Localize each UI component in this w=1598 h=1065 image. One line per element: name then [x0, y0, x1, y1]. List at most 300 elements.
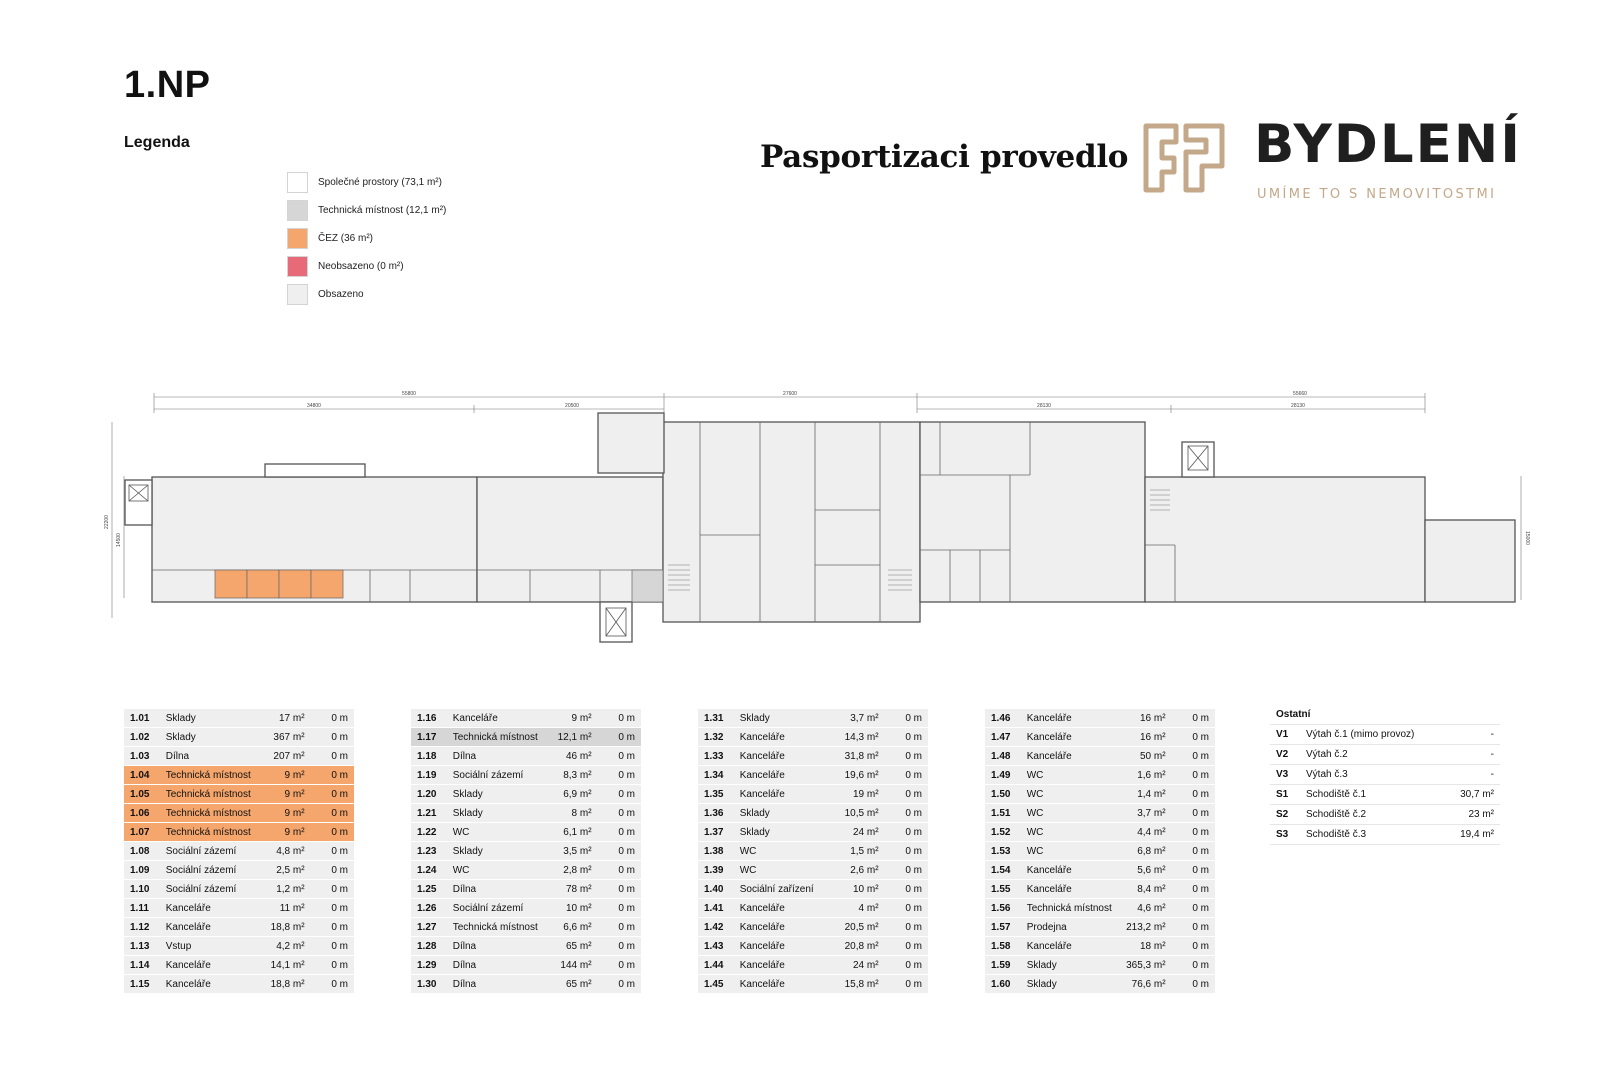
room-occupied: 0 m [879, 956, 928, 975]
room-occupied: 0 m [305, 747, 354, 766]
room-occupied: 0 m [1166, 861, 1215, 880]
room-occupied: 0 m [1166, 880, 1215, 899]
dim-label-6: 28130 [1037, 403, 1051, 409]
table-row [985, 861, 1215, 880]
room-area: 4 m² [835, 899, 879, 918]
table-row [411, 861, 641, 880]
room-name: Sociální zázemí [166, 842, 261, 861]
table-row [698, 975, 928, 994]
room-name: Kanceláře [740, 747, 835, 766]
dim-label-5: 20500 [565, 403, 579, 409]
room-id: 1.10 [124, 880, 166, 899]
room-area: 18,8 m² [261, 975, 305, 994]
room-name: Dílna [453, 975, 548, 994]
room-name: Kanceláře [740, 785, 835, 804]
other-value: - [1448, 725, 1500, 745]
table-row [985, 975, 1215, 994]
room-id: 1.53 [985, 842, 1027, 861]
table-row [411, 880, 641, 899]
table-row [411, 937, 641, 956]
room-occupied: 0 m [879, 918, 928, 937]
floor-plan [0, 380, 1598, 670]
table-row [985, 728, 1215, 747]
room-id: 1.43 [698, 937, 740, 956]
room-name: Kanceláře [166, 975, 261, 994]
table-row [124, 766, 354, 785]
room-occupied: 0 m [592, 747, 641, 766]
room-occupied: 0 m [1166, 842, 1215, 861]
table-row [985, 804, 1215, 823]
room-name: Sociální zázemí [453, 899, 548, 918]
room-id: 1.19 [411, 766, 453, 785]
room-occupied: 0 m [592, 823, 641, 842]
room-name: WC [453, 861, 548, 880]
legend-label: Společné prostory (73,1 m²) [318, 176, 442, 188]
room-area: 20,5 m² [835, 918, 879, 937]
other-id: V3 [1270, 765, 1306, 785]
table-row [124, 785, 354, 804]
room-id: 1.30 [411, 975, 453, 994]
room-name: Sociální zázemí [166, 861, 261, 880]
other-table [1270, 705, 1500, 845]
room-name: WC [453, 823, 548, 842]
table-row [411, 842, 641, 861]
legend-swatch [287, 200, 308, 221]
room-area: 365,3 m² [1122, 956, 1166, 975]
room-occupied: 0 m [1166, 804, 1215, 823]
room-id: 1.07 [124, 823, 166, 842]
room-id: 1.38 [698, 842, 740, 861]
room-area: 5,6 m² [1122, 861, 1166, 880]
room-name: Kanceláře [740, 766, 835, 785]
room-area: 24 m² [835, 956, 879, 975]
room-id: 1.27 [411, 918, 453, 937]
legend-item [287, 283, 364, 305]
dim-label-4: 34800 [307, 403, 321, 409]
room-name: Sklady [453, 804, 548, 823]
room-area: 10,5 m² [835, 804, 879, 823]
room-id: 1.44 [698, 956, 740, 975]
room-occupied: 0 m [305, 823, 354, 842]
brand-logo-icon [1140, 118, 1228, 198]
room-occupied: 0 m [305, 937, 354, 956]
table-row [985, 918, 1215, 937]
room-name: Kanceláře [740, 937, 835, 956]
room-id: 1.24 [411, 861, 453, 880]
room-name: Kanceláře [740, 899, 835, 918]
room-name: Kanceláře [740, 956, 835, 975]
room-name: Kanceláře [1027, 880, 1122, 899]
table-row [985, 899, 1215, 918]
room-occupied: 0 m [879, 861, 928, 880]
room-area: 15,8 m² [835, 975, 879, 994]
room-area: 4,4 m² [1122, 823, 1166, 842]
room-name: Vstup [166, 937, 261, 956]
other-id: V1 [1270, 725, 1306, 745]
other-name: Schodiště č.3 [1306, 825, 1448, 845]
room-name: Kanceláře [1027, 709, 1122, 728]
room-id: 1.52 [985, 823, 1027, 842]
table-row [124, 956, 354, 975]
room-area: 76,6 m² [1122, 975, 1166, 994]
room-name: Dílna [453, 956, 548, 975]
room-name: Technická místnost [1027, 899, 1122, 918]
room-name: Technická místnost [166, 766, 261, 785]
other-name: Výtah č.3 [1306, 765, 1448, 785]
room-area: 2,8 m² [548, 861, 592, 880]
room-area: 9 m² [548, 709, 592, 728]
room-occupied: 0 m [592, 899, 641, 918]
room-occupied: 0 m [1166, 899, 1215, 918]
room-area: 367 m² [261, 728, 305, 747]
room-area: 6,9 m² [548, 785, 592, 804]
room-table-3 [698, 709, 928, 994]
room-id: 1.15 [124, 975, 166, 994]
room-name: Technická místnost [166, 804, 261, 823]
room-id: 1.21 [411, 804, 453, 823]
dim-label-7: 28130 [1291, 403, 1305, 409]
table-row [411, 899, 641, 918]
room-id: 1.32 [698, 728, 740, 747]
legend-item [287, 171, 442, 193]
room-area: 10 m² [548, 899, 592, 918]
room-area: 17 m² [261, 709, 305, 728]
brand-tagline: UMÍME TO S NEMOVITOSTMI [1257, 187, 1497, 202]
dim-label-3: 55660 [1293, 391, 1307, 397]
table-row [698, 861, 928, 880]
room-area: 1,5 m² [835, 842, 879, 861]
room-name: Kanceláře [1027, 937, 1122, 956]
room-id: 1.54 [985, 861, 1027, 880]
room-name: Sociální zázemí [166, 880, 261, 899]
room-area: 2,5 m² [261, 861, 305, 880]
legend-item [287, 199, 446, 221]
room-occupied: 0 m [879, 899, 928, 918]
other-id: S3 [1270, 825, 1306, 845]
legend-label: ČEZ (36 m²) [318, 232, 373, 244]
room-occupied: 0 m [305, 956, 354, 975]
room-name: Sociální zázemí [453, 766, 548, 785]
table-row [124, 842, 354, 861]
room-area: 6,1 m² [548, 823, 592, 842]
room-id: 1.48 [985, 747, 1027, 766]
room-name: Prodejna [1027, 918, 1122, 937]
room-area: 18,8 m² [261, 918, 305, 937]
table-row [1270, 765, 1500, 785]
room-area: 213,2 m² [1122, 918, 1166, 937]
table-row [411, 823, 641, 842]
room-area: 20,8 m² [835, 937, 879, 956]
table-row [124, 747, 354, 766]
table-row [698, 899, 928, 918]
table-row [411, 785, 641, 804]
room-area: 50 m² [1122, 747, 1166, 766]
table-row [411, 804, 641, 823]
room-id: 1.31 [698, 709, 740, 728]
room-name: Dílna [166, 747, 261, 766]
table-row [698, 937, 928, 956]
room-id: 1.59 [985, 956, 1027, 975]
legend-label: Obsazeno [318, 288, 364, 300]
table-row [411, 956, 641, 975]
room-name: Dílna [453, 937, 548, 956]
room-occupied: 0 m [1166, 956, 1215, 975]
room-name: Sklady [740, 709, 835, 728]
legend-swatch [287, 228, 308, 249]
table-row [698, 766, 928, 785]
room-occupied: 0 m [592, 937, 641, 956]
other-value: 30,7 m² [1448, 785, 1500, 805]
room-id: 1.18 [411, 747, 453, 766]
room-area: 4,6 m² [1122, 899, 1166, 918]
table-row [985, 766, 1215, 785]
room-occupied: 0 m [879, 975, 928, 994]
room-occupied: 0 m [1166, 823, 1215, 842]
room-occupied: 0 m [1166, 937, 1215, 956]
room-occupied: 0 m [1166, 747, 1215, 766]
table-row [411, 975, 641, 994]
room-occupied: 0 m [305, 766, 354, 785]
page-title: 1.NP [124, 64, 211, 106]
building-outline [125, 413, 1515, 642]
room-name: Sklady [1027, 956, 1122, 975]
room-area: 207 m² [261, 747, 305, 766]
room-name: Sklady [740, 804, 835, 823]
room-id: 1.57 [985, 918, 1027, 937]
room-area: 3,7 m² [1122, 804, 1166, 823]
legend-swatch [287, 256, 308, 277]
credit-text: Pasportizaci provedlo [760, 139, 1129, 175]
room-area: 46 m² [548, 747, 592, 766]
room-name: Kanceláře [166, 918, 261, 937]
room-occupied: 0 m [592, 918, 641, 937]
table-row [124, 823, 354, 842]
room-area: 11 m² [261, 899, 305, 918]
room-name: WC [740, 842, 835, 861]
dim-label-1: 55800 [402, 391, 416, 397]
room-occupied: 0 m [879, 842, 928, 861]
table-row [1270, 805, 1500, 825]
room-area: 9 m² [261, 823, 305, 842]
room-id: 1.33 [698, 747, 740, 766]
room-name: Sklady [453, 785, 548, 804]
room-id: 1.49 [985, 766, 1027, 785]
room-id: 1.55 [985, 880, 1027, 899]
room-occupied: 0 m [1166, 709, 1215, 728]
room-name: Kanceláře [740, 728, 835, 747]
room-occupied: 0 m [879, 747, 928, 766]
room-name: WC [1027, 785, 1122, 804]
other-value: 23 m² [1448, 805, 1500, 825]
room-area: 4,2 m² [261, 937, 305, 956]
room-id: 1.06 [124, 804, 166, 823]
room-id: 1.56 [985, 899, 1027, 918]
room-area: 1,2 m² [261, 880, 305, 899]
room-occupied: 0 m [592, 766, 641, 785]
room-area: 65 m² [548, 975, 592, 994]
dim-label-8: 22200 [104, 515, 110, 529]
room-occupied: 0 m [305, 804, 354, 823]
table-row [124, 975, 354, 994]
room-occupied: 0 m [879, 804, 928, 823]
table-row [124, 880, 354, 899]
room-id: 1.04 [124, 766, 166, 785]
room-name: WC [740, 861, 835, 880]
room-name: Sklady [740, 823, 835, 842]
room-occupied: 0 m [305, 785, 354, 804]
room-id: 1.58 [985, 937, 1027, 956]
room-occupied: 0 m [592, 785, 641, 804]
table-row [124, 804, 354, 823]
other-id: S2 [1270, 805, 1306, 825]
room-area: 18 m² [1122, 937, 1166, 956]
room-id: 1.45 [698, 975, 740, 994]
room-name: Dílna [453, 880, 548, 899]
room-area: 10 m² [835, 880, 879, 899]
room-occupied: 0 m [592, 709, 641, 728]
room-id: 1.01 [124, 709, 166, 728]
room-area: 19 m² [835, 785, 879, 804]
table-row [698, 956, 928, 975]
table-row [1270, 785, 1500, 805]
other-name: Výtah č.1 (mimo provoz) [1306, 725, 1448, 745]
table-row [124, 937, 354, 956]
room-name: Kanceláře [166, 899, 261, 918]
room-area: 1,6 m² [1122, 766, 1166, 785]
room-id: 1.34 [698, 766, 740, 785]
table-row [698, 842, 928, 861]
table-row [698, 918, 928, 937]
room-id: 1.25 [411, 880, 453, 899]
room-occupied: 0 m [879, 709, 928, 728]
table-row [985, 747, 1215, 766]
table-row [698, 709, 928, 728]
table-row [698, 880, 928, 899]
table-row [124, 899, 354, 918]
room-name: Dílna [453, 747, 548, 766]
room-id: 1.39 [698, 861, 740, 880]
room-id: 1.23 [411, 842, 453, 861]
other-name: Schodiště č.2 [1306, 805, 1448, 825]
room-name: WC [1027, 842, 1122, 861]
room-name: Sklady [453, 842, 548, 861]
room-name: Sociální zařízení [740, 880, 835, 899]
room-id: 1.09 [124, 861, 166, 880]
table-row [124, 861, 354, 880]
room-area: 4,8 m² [261, 842, 305, 861]
room-id: 1.14 [124, 956, 166, 975]
room-occupied: 0 m [592, 842, 641, 861]
room-name: Kanceláře [1027, 861, 1122, 880]
room-name: Kanceláře [740, 975, 835, 994]
room-area: 9 m² [261, 804, 305, 823]
room-name: Sklady [166, 709, 261, 728]
tech-room [632, 570, 663, 602]
room-occupied: 0 m [305, 861, 354, 880]
room-area: 3,7 m² [835, 709, 879, 728]
room-area: 9 m² [261, 766, 305, 785]
room-table-1 [124, 709, 354, 994]
room-name: Technická místnost [166, 823, 261, 842]
table-row [985, 842, 1215, 861]
room-id: 1.40 [698, 880, 740, 899]
room-name: Kanceláře [1027, 728, 1122, 747]
dim-label-2: 27600 [783, 391, 797, 397]
room-occupied: 0 m [305, 918, 354, 937]
table-row [411, 728, 641, 747]
room-occupied: 0 m [1166, 918, 1215, 937]
room-name: WC [1027, 804, 1122, 823]
room-occupied: 0 m [305, 709, 354, 728]
room-id: 1.28 [411, 937, 453, 956]
table-row [124, 709, 354, 728]
room-id: 1.05 [124, 785, 166, 804]
table-row [985, 785, 1215, 804]
room-id: 1.22 [411, 823, 453, 842]
room-name: WC [1027, 766, 1122, 785]
legend-item [287, 227, 373, 249]
legend-swatch [287, 172, 308, 193]
room-area: 144 m² [548, 956, 592, 975]
table-row [698, 747, 928, 766]
table-row [411, 747, 641, 766]
room-area: 78 m² [548, 880, 592, 899]
table-row [698, 728, 928, 747]
room-id: 1.29 [411, 956, 453, 975]
table-row [985, 937, 1215, 956]
room-occupied: 0 m [305, 842, 354, 861]
table-row [985, 880, 1215, 899]
room-area: 14,3 m² [835, 728, 879, 747]
room-area: 31,8 m² [835, 747, 879, 766]
room-name: Kanceláře [166, 956, 261, 975]
room-occupied: 0 m [1166, 975, 1215, 994]
room-area: 8 m² [548, 804, 592, 823]
legend-label: Neobsazeno (0 m²) [318, 260, 404, 272]
room-area: 1,4 m² [1122, 785, 1166, 804]
room-area: 16 m² [1122, 709, 1166, 728]
room-occupied: 0 m [592, 880, 641, 899]
table-row [698, 785, 928, 804]
room-id: 1.11 [124, 899, 166, 918]
room-area: 24 m² [835, 823, 879, 842]
room-occupied: 0 m [879, 785, 928, 804]
room-name: Technická místnost [453, 918, 548, 937]
other-name: Výtah č.2 [1306, 745, 1448, 765]
table-row [1270, 825, 1500, 845]
room-id: 1.51 [985, 804, 1027, 823]
room-area: 3,5 m² [548, 842, 592, 861]
table-row [124, 918, 354, 937]
room-name: Technická místnost [453, 728, 548, 747]
room-occupied: 0 m [879, 880, 928, 899]
table-row [698, 804, 928, 823]
room-occupied: 0 m [879, 823, 928, 842]
room-id: 1.08 [124, 842, 166, 861]
room-table-4 [985, 709, 1215, 994]
other-name: Schodiště č.1 [1306, 785, 1448, 805]
table-row [124, 728, 354, 747]
room-name: Technická místnost [166, 785, 261, 804]
room-name: Kanceláře [453, 709, 548, 728]
legend-item [287, 255, 404, 277]
room-occupied: 0 m [305, 728, 354, 747]
table-row [411, 709, 641, 728]
other-id: S1 [1270, 785, 1306, 805]
room-id: 1.03 [124, 747, 166, 766]
room-occupied: 0 m [592, 975, 641, 994]
other-id: V2 [1270, 745, 1306, 765]
